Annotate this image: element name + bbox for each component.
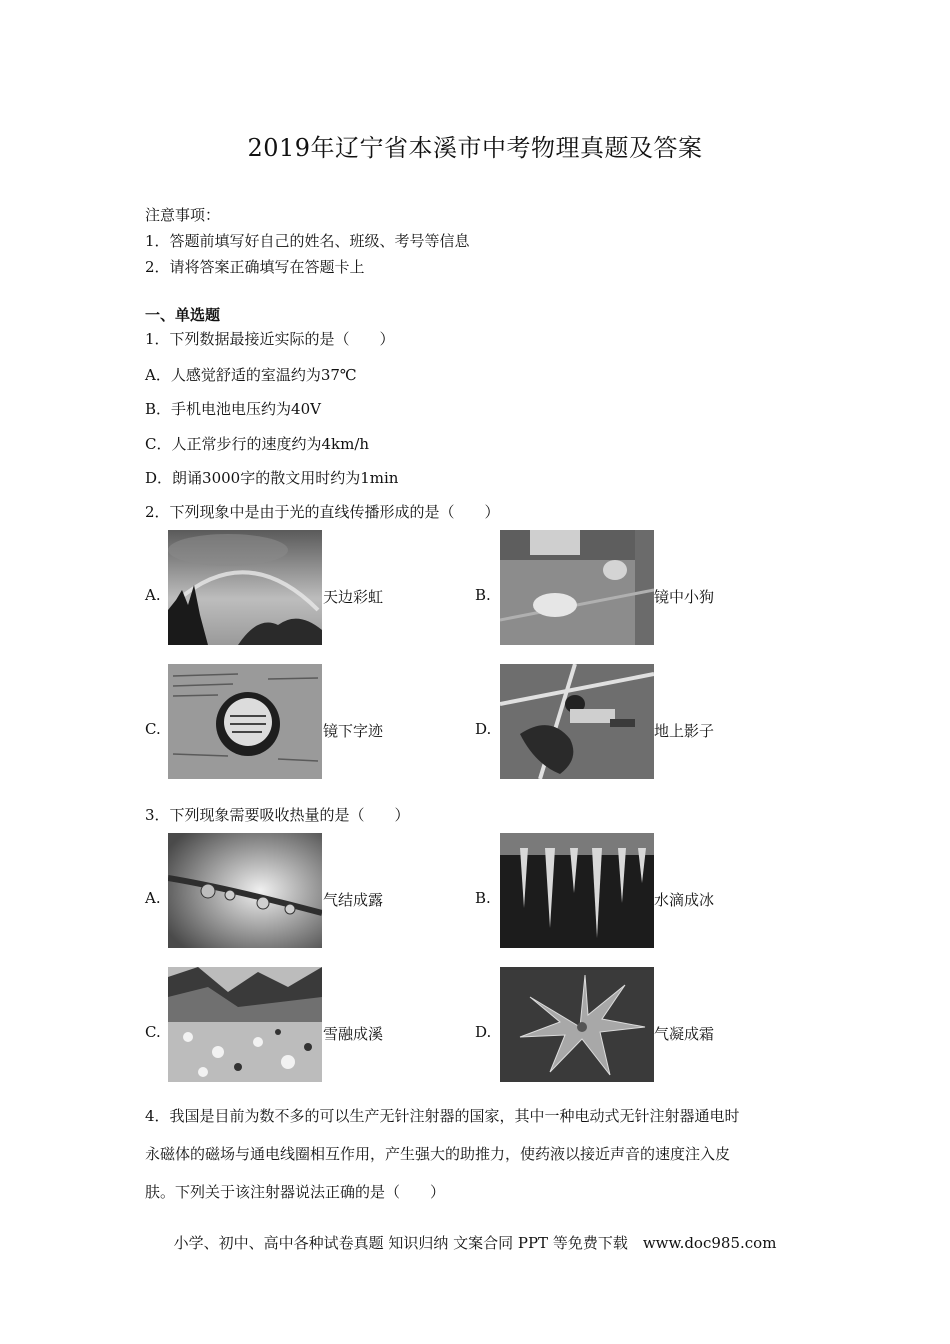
- shadow-photo-icon: [500, 664, 654, 779]
- q2-option-b-caption: 镜中小狗: [654, 588, 715, 606]
- section-heading: 一、单选题: [145, 306, 221, 324]
- q3-option-b-caption: 水滴成冰: [654, 891, 715, 909]
- q3-option-c-caption: 雪融成溪: [323, 1025, 384, 1043]
- q1-option-b: B．手机电池电压约为40V: [145, 400, 321, 418]
- q2-option-d-letter: D.: [475, 720, 492, 738]
- rainbow-photo-icon: [168, 530, 322, 645]
- q2-option-a-caption: 天边彩虹: [323, 588, 384, 606]
- q3-option-b-letter: B.: [475, 889, 491, 907]
- magnifier-text-photo-icon: [168, 664, 322, 779]
- icicle-photo-icon: [500, 833, 654, 948]
- q1-option-d: D．朗诵3000字的散文用时约为1min: [145, 469, 399, 487]
- page-footer: 小学、初中、高中各种试卷真题 知识归纳 文案合同 PPT 等免费下载 www.doc985.com: [173, 1234, 777, 1252]
- dog-mirror-photo-icon: [500, 530, 654, 645]
- q2-stem: 2．下列现象中是由于光的直线传播形成的是（ ）: [145, 503, 500, 521]
- q3-option-d-caption: 气凝成霜: [654, 1025, 715, 1043]
- q1-option-a: A．人感觉舒适的室温约为37℃: [145, 366, 357, 384]
- q4-line-3: 肤。下列关于该注射器说法正确的是（ ）: [145, 1183, 446, 1201]
- q1-option-c: C．人正常步行的速度约为4km/h: [145, 435, 370, 453]
- q2-option-a-letter: A.: [145, 586, 161, 604]
- q1-stem: 1．下列数据最接近实际的是（ ）: [145, 330, 395, 348]
- q3-stem: 3．下列现象需要吸收热量的是（ ）: [145, 806, 410, 824]
- q2-option-b-letter: B.: [475, 586, 491, 604]
- dew-photo-icon: [168, 833, 322, 948]
- page-title: 2019年辽宁省本溪市中考物理真题及答案: [247, 134, 703, 162]
- q2-option-d-caption: 地上影子: [654, 722, 715, 740]
- q3-option-d-letter: D.: [475, 1023, 492, 1041]
- q4-line-1: 4．我国是目前为数不多的可以生产无针注射器的国家，其中一种电动式无针注射器通电时: [145, 1107, 740, 1125]
- notice-heading: 注意事项：: [145, 206, 221, 224]
- snow-stream-photo-icon: [168, 967, 322, 1082]
- q3-option-a-caption: 气结成露: [323, 891, 384, 909]
- frost-leaf-photo-icon: [500, 967, 654, 1082]
- q4-line-2: 永磁体的磁场与通电线圈相互作用，产生强大的助推力，使药液以接近声音的速度注入皮: [145, 1145, 731, 1163]
- notice-item-1: 1．答题前填写好自己的姓名、班级、考号等信息: [145, 232, 470, 250]
- notice-item-2: 2．请将答案正确填写在答题卡上: [145, 258, 365, 276]
- q2-option-c-caption: 镜下字迹: [323, 722, 384, 740]
- q2-option-c-letter: C.: [145, 720, 161, 738]
- q3-option-a-letter: A.: [145, 889, 161, 907]
- q3-option-c-letter: C.: [145, 1023, 161, 1041]
